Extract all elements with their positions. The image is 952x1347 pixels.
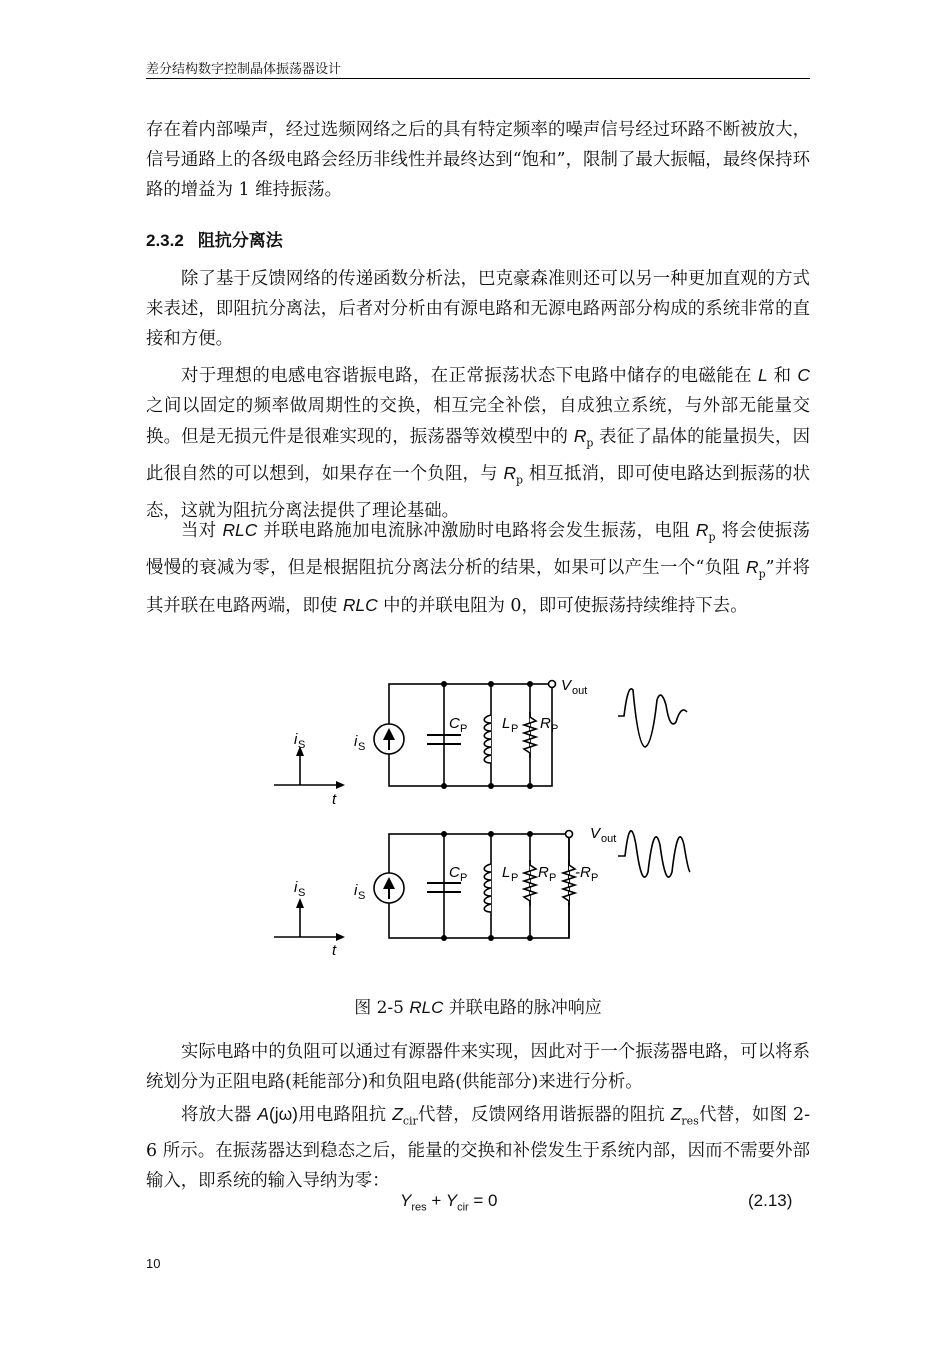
svg-text:P: P xyxy=(460,723,468,735)
cp-label-top: C xyxy=(449,715,460,732)
svg-text:P: P xyxy=(460,872,468,884)
svg-text:S: S xyxy=(298,887,306,899)
svg-text:P: P xyxy=(511,723,519,735)
vout-label-top: V xyxy=(561,677,572,694)
is-label-source-top: i xyxy=(354,733,358,750)
is-label-axis-bottom: i xyxy=(294,879,298,896)
vout-label-bottom: V xyxy=(590,825,601,842)
svg-text:out: out xyxy=(601,833,617,845)
figure-caption: 图 2-5 RLC 并联电路的脉冲响应 xyxy=(354,998,602,1018)
paragraph-5: 实际电路中的负阻可以通过有源器件来实现，因此对于一个振荡器电路，可以将系统划分为正阻电路(耗能部分)和负阻电路(供能部分)来进行分析。 xyxy=(146,1042,810,1092)
lp-label-top: L xyxy=(502,715,511,732)
paragraph-1: 存在着内部噪声，经过选频网络之后的具有特定频率的噪声信号经过环路不断被放大，信号通路上的各级电路会经历非线性并最终达到“饱和”，限制了最大振幅，最终保持环路的增益为 1 维持振荡。 xyxy=(146,120,810,200)
paragraph-4: 当对 RLC 并联电路施加电流脉冲激励时电路将会发生振荡，电阻 $R_p$ 将会使振荡慢慢的衰减为零，但是根据阻抗分离法分析的结果，如果可以产生一个“负阻 $R_p$”并将其并联在电路两端，即使 RLC 中的并联电阻为 0，即可使振荡持续维持下去。 xyxy=(146,520,810,616)
svg-text:P: P xyxy=(551,723,559,735)
rp-label-bottom: R xyxy=(538,864,549,881)
page-number: 10 xyxy=(146,1256,161,1271)
neg-rp-label: -R xyxy=(575,864,591,881)
equation: $Y_{res} + Y_{cir} = 0$ xyxy=(400,1191,498,1214)
is-label-source-bottom: i xyxy=(354,882,358,899)
rp-label-top: R xyxy=(540,715,551,732)
section-number: 2.3.2 xyxy=(146,231,184,250)
t-label-bottom: t xyxy=(332,942,337,959)
cp-label-bottom: C xyxy=(449,864,460,881)
paragraph-2: 除了基于反馈网络的传递函数分析法，巴克豪森准则还可以另一种更加直观的方式来表述，即阻抗分离法，后者对分析由有源电路和无源电路两部分构成的系统非常的直接和方便。 xyxy=(146,269,810,349)
is-label-axis-top: i xyxy=(294,731,298,748)
section-title: 阻抗分离法 xyxy=(197,231,283,250)
svg-text:P: P xyxy=(549,872,557,884)
paragraph-3: 对于理想的电感电容谐振电路，在正常振荡状态下电路中储存的电磁能在 L 和 C 之间以固定的频率做周期性的交换，相互完全补偿，自成独立系统，与外部无能量交换。但是无损元件是很难实现的，振荡器等效模型中的 $R_p$ 表征了晶体的能量损失，因此很自然的可以想到，如果存在一个负阻，与 $R_p$ 相互抵消，即可使电路达到振荡的状态，这就为阻抗分离法提供了理论基础。 xyxy=(146,365,810,521)
equation-number: (2.13) xyxy=(748,1191,793,1210)
svg-text:S: S xyxy=(358,890,366,902)
svg-text:P: P xyxy=(511,872,519,884)
running-header: 差分结构数字控制晶体振荡器设计 xyxy=(146,62,342,77)
svg-text:S: S xyxy=(298,739,306,751)
t-label-top: t xyxy=(332,791,337,808)
svg-text:S: S xyxy=(358,741,366,753)
paragraph-6: 将放大器 A(jω)用电路阻抗 $Z_{cir}$代替，反馈网络用谐振器的阻抗 $Z_{res}$代替，如图 2-6 所示。在振荡器达到稳态之后，能量的交换和补偿发生于系统内部，因而不需要外部输入，即系统的输入导纳为零： xyxy=(146,1104,810,1192)
circuit-frame-bottom xyxy=(389,834,569,938)
svg-text:out: out xyxy=(572,685,588,697)
lp-label-bottom: L xyxy=(502,864,511,881)
svg-text:P: P xyxy=(591,872,599,884)
